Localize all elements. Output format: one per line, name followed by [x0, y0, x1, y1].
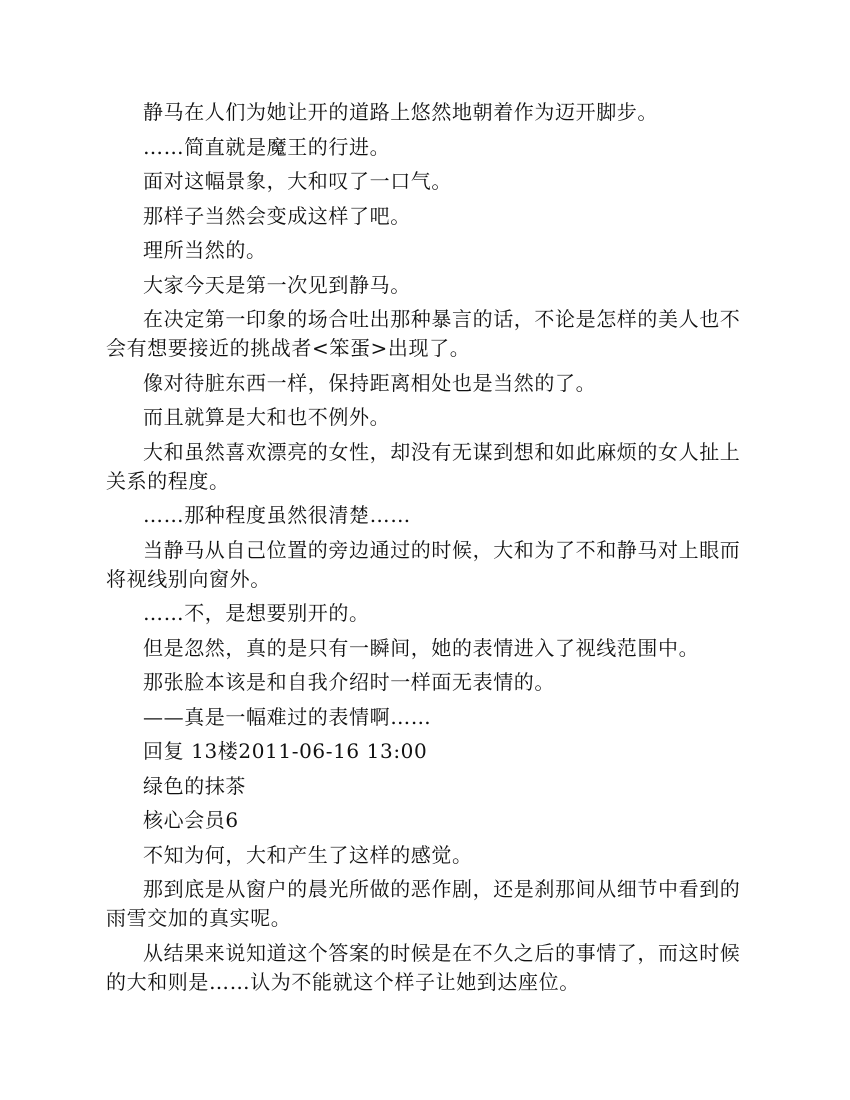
paragraph: 从结果来说知道这个答案的时候是在不久之后的事情了，而这时候的大和则是……认为不能就这个样子让她到达座位。 [106, 940, 741, 994]
paragraph: 面对这幅景象，大和叹了一口气。 [143, 169, 452, 193]
paragraph: 理所当然的。 [143, 238, 267, 262]
paragraph: 而且就算是大和也不例外。 [143, 405, 391, 429]
paragraph: 那样子当然会变成这样了吧。 [143, 203, 411, 228]
paragraph: ——真是一幅难过的表情啊…… [143, 704, 432, 729]
paragraph: 静马在人们为她让开的道路上悠然地朝着作为迈开脚步。 [143, 100, 658, 124]
paragraph: 不知为何，大和产生了这样的感觉。 [143, 842, 473, 867]
paragraph: ……简直就是魔王的行进。 [143, 134, 391, 159]
reply-meta: 回复 13楼2011-06-16 13:00 [143, 739, 428, 763]
paragraph: 那到底是从窗户的晨光所做的恶作剧，还是刹那间从细节中看到的雨雪交加的真实呢。 [106, 877, 741, 930]
paragraph: ……不，是想要别开的。 [143, 601, 370, 625]
author-rank: 核心会员6 [143, 808, 239, 832]
author-name: 绿色的抹茶 [143, 773, 246, 798]
paragraph: 像对待脏东西一样，保持距离相处也是当然的了。 [143, 370, 597, 395]
paragraph: 大和虽然喜欢漂亮的女性，却没有无谋到想和如此麻烦的女人扯上关系的程度。 [106, 439, 741, 493]
document-body [106, 98, 756, 1002]
paragraph: 那张脸本该是和自我介绍时一样面无表情的。 [143, 670, 555, 694]
paragraph: 但是忽然，真的是只有一瞬间，她的表情进入了视线范围中。 [143, 635, 700, 660]
paragraph: 大家今天是第一次见到静马。 [143, 272, 411, 297]
paragraph: 当静马从自己位置的旁边通过的时候，大和为了不和静马对上眼而将视线别向窗外。 [106, 537, 741, 591]
paragraph: 在决定第一印象的场合吐出那种暴言的话，不论是怎样的美人也不会有想要接近的挑战者<笨蛋>出现了。 [106, 307, 741, 360]
paragraph: ……那种程度虽然很清楚…… [143, 503, 411, 527]
